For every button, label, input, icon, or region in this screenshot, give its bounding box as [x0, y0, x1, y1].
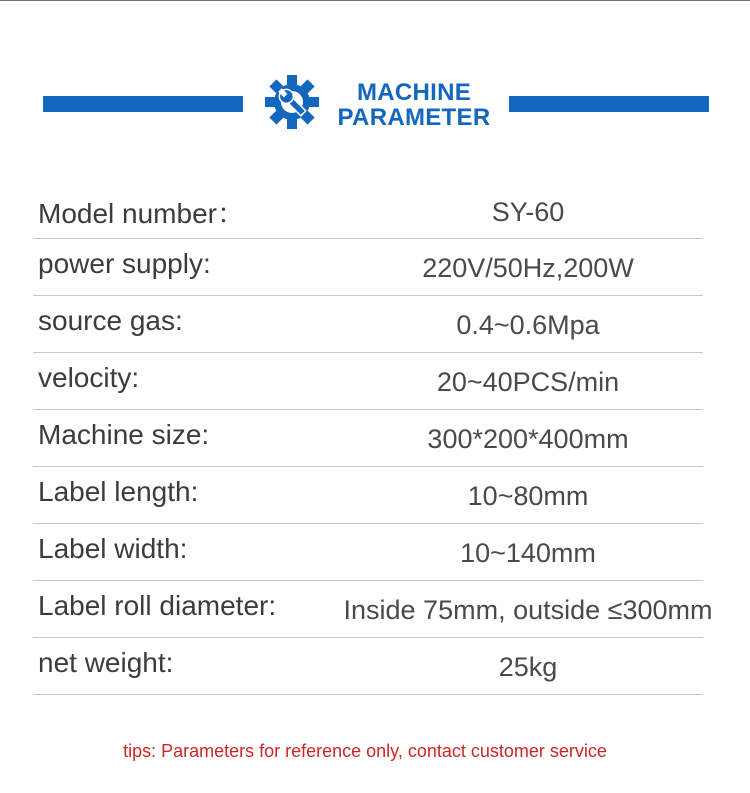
param-value: 25kg — [498, 652, 558, 682]
parameter-table — [33, 183, 713, 695]
table-row — [33, 296, 703, 353]
header-bar-left — [43, 96, 243, 112]
param-label: Model number： — [38, 198, 245, 229]
table-row — [33, 467, 703, 524]
title-line-2: PARAMETER — [337, 104, 491, 131]
param-value: Inside 75mm, outside ≤300mm — [343, 595, 713, 625]
top-divider — [0, 0, 750, 1]
param-label: Label length: — [38, 476, 199, 507]
table-row — [33, 183, 703, 239]
title-line-1: MACHINE — [356, 79, 472, 106]
param-label: Machine size: — [38, 419, 210, 450]
param-value: SY-60 — [491, 197, 565, 227]
param-label: Label width: — [38, 533, 188, 564]
param-label: velocity: — [38, 362, 140, 393]
param-value: 10~140mm — [460, 538, 596, 568]
param-label: net weight: — [38, 647, 174, 678]
header-bar-right — [509, 96, 709, 112]
section-title — [329, 80, 499, 130]
param-value: 300*200*400mm — [427, 424, 629, 454]
param-value: 20~40PCS/min — [436, 367, 620, 397]
table-row — [33, 524, 703, 581]
table-row — [33, 581, 713, 638]
gear-wrench-icon — [262, 74, 324, 130]
table-row — [33, 353, 703, 410]
table-row — [33, 410, 703, 467]
table-row — [33, 638, 703, 695]
param-label: Label roll diameter: — [38, 590, 277, 621]
param-label: source gas: — [38, 305, 183, 336]
param-value: 220V/50Hz,200W — [422, 253, 634, 283]
param-label: power supply: — [38, 248, 211, 279]
param-value: 10~80mm — [467, 481, 589, 511]
tips-note: tips: Parameters for reference only, contact customer service — [123, 741, 607, 761]
param-value: 0.4~0.6Mpa — [456, 310, 600, 340]
table-row — [33, 239, 703, 296]
